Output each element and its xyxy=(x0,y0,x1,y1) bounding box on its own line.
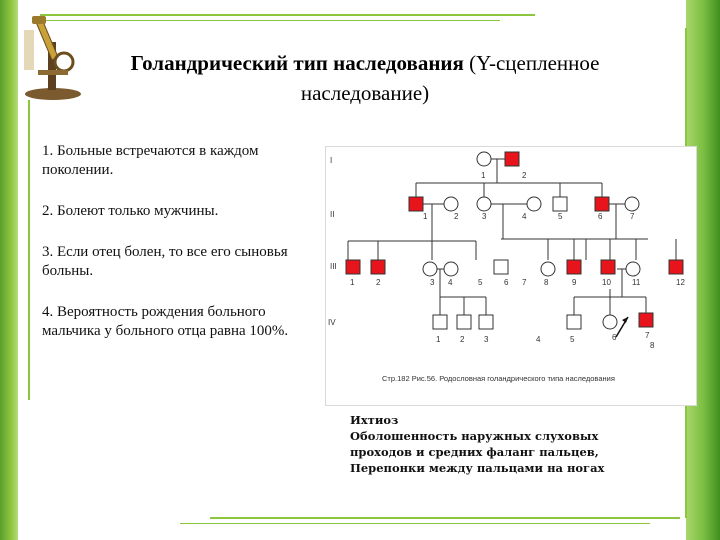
left-green-border xyxy=(0,0,18,540)
gen-label-1: I xyxy=(330,156,333,165)
rules-list xyxy=(42,142,322,363)
gen3-affected-male xyxy=(669,260,683,274)
gen3-female xyxy=(626,262,640,276)
gen4-num-1: 1 xyxy=(436,335,441,344)
gen2-num-6: 6 xyxy=(598,212,603,221)
pedigree-figure xyxy=(325,146,697,406)
gen3-num-9: 9 xyxy=(572,278,577,287)
gen4-male xyxy=(433,315,447,329)
rule-1: 1. Больные встречаются в каждом поколении. xyxy=(42,143,259,178)
gen3-num-1: 1 xyxy=(350,278,355,287)
gen4-num-6: 6 xyxy=(612,333,617,342)
gen3-num-4: 4 xyxy=(448,278,453,287)
microscope-icon xyxy=(18,12,88,102)
gen2-num-1: 1 xyxy=(423,212,428,221)
gen3-affected-male xyxy=(601,260,615,274)
gen2-num-4: 4 xyxy=(522,212,527,221)
gen3-num-8: 8 xyxy=(544,278,549,287)
bottom-decor-line-2 xyxy=(180,523,650,524)
gen4-male xyxy=(457,315,471,329)
gen4-num-3: 3 xyxy=(484,335,489,344)
gen4-male xyxy=(479,315,493,329)
gen2-num-3: 3 xyxy=(482,212,487,221)
caption-line-4: Перепонки между пальцами на ногах xyxy=(350,461,605,475)
gen-label-4: IV xyxy=(328,318,336,327)
left-decor-vline xyxy=(28,100,30,400)
gen4-male xyxy=(567,315,581,329)
gen2-num-2: 2 xyxy=(454,212,459,221)
gen2-female xyxy=(527,197,541,211)
gen2-male xyxy=(553,197,567,211)
top-decor-line-2 xyxy=(40,20,500,21)
gen3-female xyxy=(444,262,458,276)
gen4-num-4: 4 xyxy=(536,335,541,344)
gen4-female xyxy=(603,315,617,329)
gen3-female xyxy=(541,262,555,276)
gen1-num-1: 1 xyxy=(481,171,486,180)
gen4-num-8: 8 xyxy=(650,341,655,350)
gen3-num-5: 5 xyxy=(478,278,483,287)
gen2-female xyxy=(477,197,491,211)
pedigree-diagram xyxy=(326,147,696,405)
caption-line-1: Ихтиоз xyxy=(350,413,399,427)
figure-caption: Стр.182 Рис.56. Родословная голандрического типа наследования xyxy=(382,374,615,383)
gen3-num-12: 12 xyxy=(676,278,685,287)
gen3-num-3: 3 xyxy=(430,278,435,287)
gen2-affected-male xyxy=(409,197,423,211)
gen3-num-10: 10 xyxy=(602,278,611,287)
rule-2: 2. Болеют только мужчины. xyxy=(42,203,219,219)
gen4-num-5: 5 xyxy=(570,335,575,344)
bottom-decor-line xyxy=(210,517,680,519)
gen-label-2: II xyxy=(330,210,335,219)
gen3-affected-male xyxy=(371,260,385,274)
gen3-num-11: 11 xyxy=(632,278,641,287)
gen2-num-5: 5 xyxy=(558,212,563,221)
gen4-num-2: 2 xyxy=(460,335,465,344)
gen4-num-7: 7 xyxy=(645,331,650,340)
gen4-affected-male xyxy=(639,313,653,327)
trait-caption xyxy=(350,412,650,476)
gen3-num-2: 2 xyxy=(376,278,381,287)
gen2-female xyxy=(444,197,458,211)
title-rest: (Y-сцепленное наследование) xyxy=(300,51,600,105)
gen3-female xyxy=(423,262,437,276)
caption-line-2: Оболошенность наружных слуховых xyxy=(350,429,599,443)
page-title xyxy=(95,48,635,108)
gen1-num-2: 2 xyxy=(522,171,527,180)
rule-4: 4. Вероятность рождения больного мальчика у больного отца равна 100%. xyxy=(42,304,289,339)
gen1-affected-male xyxy=(505,152,519,166)
gen-label-3: III xyxy=(330,262,337,271)
gen1-female xyxy=(477,152,491,166)
rule-3: 3. Если отец болен, то все его сыновья больны. xyxy=(42,244,288,279)
gen2-num-7: 7 xyxy=(630,212,635,221)
caption-line-3: проходов и средних фаланг пальцев, xyxy=(350,445,599,459)
top-decor-line xyxy=(40,14,535,16)
gen2-affected-male xyxy=(595,197,609,211)
title-bold: Голандрический тип наследования xyxy=(130,51,464,75)
gen2-female xyxy=(625,197,639,211)
gen3-num-6: 6 xyxy=(504,278,509,287)
gen3-affected-male xyxy=(567,260,581,274)
gen3-num-7: 7 xyxy=(522,278,527,287)
gen3-male xyxy=(494,260,508,274)
gen3-affected-male xyxy=(346,260,360,274)
